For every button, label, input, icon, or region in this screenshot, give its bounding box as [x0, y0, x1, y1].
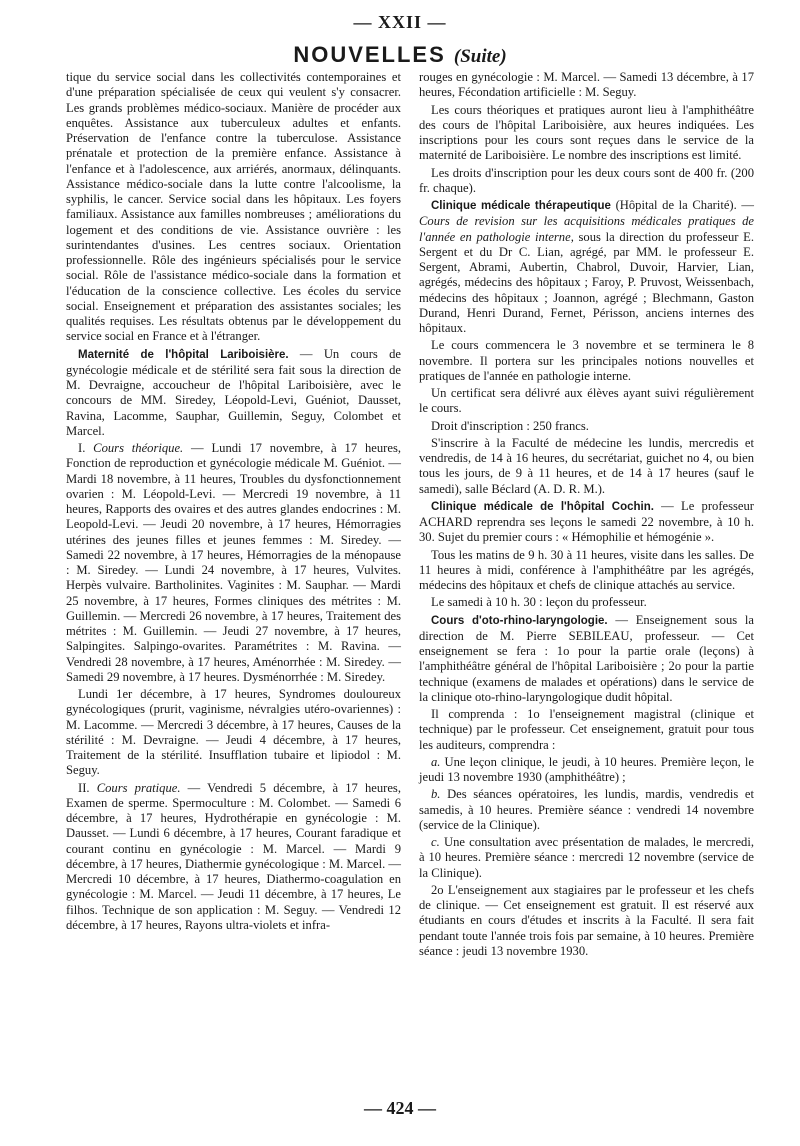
heading-clinique-therapeutique: Clinique médicale thérapeutique — [431, 200, 611, 212]
label-cours-revision: Cours de revision sur les acquisitions médicales pratiques de l'année en pathologie interne, — [419, 214, 754, 244]
paragraph-oto-rhino: Cours d'oto-rhino-laryngologie. — Enseignement sous la direction de M. Pierre SEBILEAU, professeur. — Cet enseignement se fera : 1o pour la partie orale (leçons) à l'amphithéâtre général de l'hôpital Lariboisière ; 2o pour la partie technique (examens de malades et opérations) dans le service de la clinique oto-rhino-laryngologique dudit hôpital. — [419, 612, 754, 704]
paragraph-comprendra: Il comprenda : 1o l'enseignement magistral (clinique et technique) par le professeur. Cet enseignement, gratuit pour tous les auditeurs, comprendra : — [419, 707, 754, 752]
paragraph-dates-cours: Le cours commencera le 3 novembre et se terminera le 8 novembre. Il portera sur les principales notions nouvelles et pratiques de l'année en pathologie interne. — [419, 338, 754, 383]
paragraph-lieu-cours: Les cours théoriques et pratiques auront lieu à l'amphithéâtre des cours de l'hôpital Lariboisière, aux heures indiquées. Les inscriptions pour les cours sont reçues dans le service de la maternité de Lariboisière. Le nombre des inscriptions est limité. — [419, 102, 754, 163]
paragraph-december-lectures: Lundi 1er décembre, à 17 heures, Syndromes douloureux gynécologiques (prurit, vaginisme, névralgies utéro-ovariennes) : M. Lacomme. — Mercredi 3 décembre, à 17 heures, Causes de la stérilité : M. Devraigne. — Jeudi 4 décembre, à 17 heures, Traitement de la stérilité. Insufflation tubaire et lipiodol : M. Seguy. — [66, 687, 401, 778]
paragraph-droit-inscription: Droit d'inscription : 250 francs. — [431, 418, 589, 433]
paragraph-stagiaires: 2o L'enseignement aux stagiaires par le professeur et les chefs de clinique. — Cet enseignement est gratuit. Il est réservé aux étudiants en cours d'études et inscrits à la Faculté. Il sera fait pendant toute l'année trois fois par semaine, à 10 heures. Première séance : jeudi 13 novembre 1930. — [419, 882, 754, 958]
label-cours-theorique: Cours théorique. — [93, 441, 184, 455]
paragraph-clinique-therapeutique: Clinique médicale thérapeutique (Hôpital de la Charité). — Cours de revision sur les acquisitions médicales pratiques de l'année en pathologie interne, sous la direction du professeur E. Sergent et du Dr C. Lian, agrégé, par MM. le professeur E. Sergent, Abrami, Aubertin, Chabrol, Duvoir, Harvier, Lian, agrégés, médecins des hôpitaux ; Faroy, P. Pruvost, Weissenbach, médecins des hôpitaux ; Joannon, agrégé ; Blechmann, Gaston Durand, Henri Durand, Fernet, Périsson, anciens internes des hôpitaux. — [419, 198, 754, 335]
section-title-suffix: (Suite) — [453, 46, 507, 67]
section-title-text: NOUVELLES — [293, 42, 446, 67]
right-column — [419, 70, 754, 961]
paragraph-item-a: a. Une leçon clinique, le jeudi, à 10 heures. Première leçon, le jeudi 13 novembre 1930 (amphithéâtre) ; — [419, 754, 754, 784]
page-number: — 424 — — [364, 1098, 436, 1118]
paragraph-droits-inscription: Les droits d'inscription pour les deux cours sont de 400 fr. (200 fr. chaque). — [419, 165, 754, 195]
paragraph-visites: Tous les matins de 9 h. 30 à 11 heures, visite dans les salles. De 11 heures à midi, conférence à l'amphithéâtre par les agrégés, médecins des hôpitaux et chefs de clinique attachés au service. — [419, 547, 754, 592]
left-column — [66, 70, 401, 935]
paragraph-sinscrire: S'inscrire à la Faculté de médecine les lundis, mercredis et vendredis, de 14 à 16 heures, du secrétariat, guichet no 4, ou bien tous les jours, de 9 à 11 heures, et de 14 à 17 heures (sauf le samedi), salle Béclard (A. D. R. M.). — [419, 435, 754, 496]
heading-oto-rhino: Cours d'oto-rhino-laryngologie. — [431, 614, 608, 627]
paragraph-maternite-lariboisiere: Maternité de l'hôpital Lariboisière. — Un cours de gynécologie médicale et de stérilité sera fait sous la direction de M. Devraigne, accoucheur de l'hôpital Lariboisière, avec le concours de MM. Siredey, Léopold-Levi, Guéniot, Dausset, Ravina, Lacomme, Sauphar, Guillemin, Seguy, Colombet et Marcel. — [66, 346, 401, 438]
paragraph-certificat: Un certificat sera délivré aux élèves ayant suivi régulièrement le cours. — [419, 386, 754, 416]
section-title — [0, 42, 800, 68]
paragraph-cours-theorique: I. Cours théorique. — Lundi 17 novembre, à 17 heures, Fonction de reproduction et gynécologie médicale M. Guéniot. — Mardi 18 novembre, à 11 heures, Troubles du dysfonctionnement ovarien : M. Léopold-Levi. — Mercredi 19 novembre, à 11 heures, Rapports des ovaires et des autres glandes endocrines : M. Leopold-Levi. — Jeudi 20 novembre, à 17 heures, Hémorragies utérines des jeunes filles et jeunes femmes : M. Siredey. — Samedi 22 novembre, à 17 heures, Hémorragies de la ménopause : M. Siredey. — Lundi 24 novembre, à 17 heures, Vulvites. Herpès vulvaire. Bartholinites. Vaginites : M. Sauphar. — Mardi 25 novembre, à 17 heures, Formes cliniques des métrites : M. Guillemin. — Mercredi 26 novembre, à 17 heures, Traitement des métrites : M. Guillemin. — Jeudi 27 novembre, à 17 heures, Salpingites. Salpingo-ovarites. Paramétrites : M. Ravina. — Vendredi 28 novembre, à 17 heures, Aménorrhée : M. Siredey. — Samedi 29 novembre, à 17 heures. Dysménorrhée : M. Siredey. — [66, 441, 401, 684]
heading-clinique-cochin: Clinique médicale de l'hôpital Cochin. — [431, 500, 654, 513]
paragraph-social-service: tique du service social dans les collectivités contemporaines et d'une préparation spécialisée de ceux qui veulent s'y consacrer. Les grands problèmes médico-sociaux. Manière de procéder aux enquêtes. Assistance aux tuberculeux adultes et enfants. Préservation de l'enfance contre la tuberculose. Assistance prénatale et protection de la première enfance. Assistance à l'enfance et à l'adolescence, aux arriérés, anormaux, délinquants. Assistance médico-sociale dans la lutte contre l'alcoolisme, la syphilis, le cancer. Service social dans les hôpitaux. Les foyers familiaux. Assistance aux familles nombreuses ; améliorations du logement et des conditions de vie. Assistance ouvrière : les surintendantes d'usines. Les centres sociaux. Orientation professionnelle. Rôle des ingénieurs spécialisés pour le service social. Rôle de l'assistance médico-sociale dans la formation et l'éducation de la conscience collective. Les écoles du service social. Enseignement et préparation des assistantes sociales; les qualités requises. Les résultats obtenus par le développement du service social en France et à l'étranger. — [66, 70, 401, 344]
paragraph-continuation: rouges en gynécologie : M. Marcel. — Samedi 13 décembre, à 17 heures, Fécondation artificielle : M. Seguy. — [419, 70, 754, 100]
paragraph-item-c: c. Une consultation avec présentation de malades, le mercredi, à 10 heures. Première séance : mercredi 12 novembre (service de la Clinique). — [419, 835, 754, 880]
heading-maternite-lariboisiere: Maternité de l'hôpital Lariboisière. — [78, 348, 289, 361]
paragraph-item-b: b. Des séances opératoires, les lundis, mardis, vendredis et samedis, à 10 heures. Première séance : vendredi 14 novembre (service de la Clinique). — [419, 787, 754, 832]
roman-page-number: — XXII — — [353, 12, 447, 32]
label-cours-pratique: Cours pratique. — [96, 780, 181, 795]
paragraph-clinique-cochin: Clinique médicale de l'hôpital Cochin. — Le professeur ACHARD reprendra ses leçons le samedi 22 novembre, à 10 h. 30. Sujet du premier cours : « Hémophilie et hémogénie ». — [419, 498, 754, 545]
paragraph-lecon-samedi: Le samedi à 10 h. 30 : leçon du professeur. — [431, 595, 647, 610]
paragraph-cours-pratique: II. Cours pratique. — Vendredi 5 décembre, à 17 heures, Examen de sperme. Spermoculture : M. Colombet. — Samedi 6 décembre, à 17 heures, Hydrothérapie en gynécologie : M. Dausset. — Lundi 6 décembre, à 17 heures, Courant faradique et courant continu en gynécologie : M. Marcel. — Mardi 9 décembre, à 17 heures, Diathermie gynécologique : M. Marcel. — Mercredi 10 décembre, à 17 heures, Diathermo-coagulation en gynécologie : M. Marcel. — Jeudi 11 décembre, à 17 heures, Le filhos. Technique de son application : M. Seguy. — Vendredi 12 décembre, à 17 heures, Rayons ultra-violets et infra- — [66, 780, 401, 932]
